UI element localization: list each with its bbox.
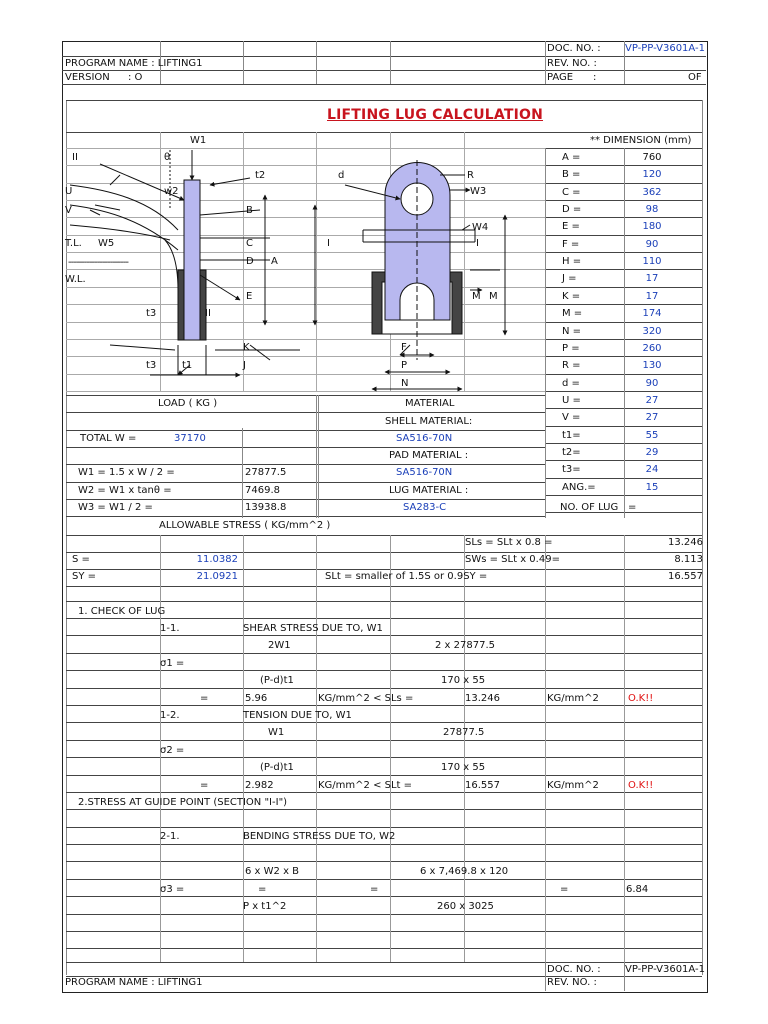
dimension-value: 90 [645,238,659,250]
label-dashes: ----------------------- [68,257,128,268]
dimension-label: R = [562,360,581,372]
lug-count-label: NO. OF LUG [560,502,619,513]
s21-equals-2: = [370,884,379,895]
pad-material-value: SA516-70N [396,467,453,478]
dimension-value: 27 [645,394,659,406]
s12-limit: 16.557 [465,780,500,791]
label-t1: t1 [182,360,193,371]
label-w3: W3 [470,186,487,197]
dimension-value: 362 [642,186,662,198]
s12-denominator-value: 170 x 55 [441,762,486,773]
label-w4: W4 [472,222,489,233]
dimension-label: U = [562,394,581,406]
dimension-value: 90 [645,377,659,389]
material-heading: MATERIAL [405,398,455,409]
s21-title: BENDING STRESS DUE TO, W2 [243,831,396,842]
dimension-label: D = [562,204,582,216]
label-theta: θ [164,152,171,163]
s12-ok: O.K!! [628,780,654,791]
s21-denominator: P x t1^2 [243,901,287,912]
label-d-dim: D [246,256,254,267]
doc-no-label: DOC. NO. : [547,43,601,54]
s21-equals-1: = [258,884,267,895]
slt-value: 16.557 [668,571,703,582]
s11-equals: = [200,693,209,704]
s12-title: TENSION DUE TO, W1 [243,710,352,721]
sws-value: 8.113 [674,554,703,565]
slt-label: SLt = smaller of 1.5S or 0.9SY = [325,571,488,582]
w3-value: 13938.8 [245,502,287,513]
sws-label: SWs = SLt x 0.49= [465,554,560,565]
footer-doc-no-label: DOC. NO. : [547,964,601,975]
label-d-hole: d [338,170,345,181]
dimension-label: t2= [562,446,581,458]
w1-label: W1 = 1.5 x W / 2 = [78,467,175,478]
s11-denominator-value: 170 x 55 [441,675,486,686]
dimension-label: N = [562,325,582,337]
dimension-label: ANG.= [562,481,596,493]
label-i-right: I [476,238,479,249]
page-of: OF [688,72,702,83]
shell-material-label: SHELL MATERIAL: [385,416,473,427]
dimension-label: t3= [562,464,581,476]
dimension-label: E = [562,221,580,233]
pad-left [178,270,184,340]
s21-result: 6.84 [626,884,649,895]
s11-title: SHEAR STRESS DUE TO, W1 [243,623,383,634]
dimension-value: 760 [642,152,662,163]
total-w-label: TOTAL W = [80,433,137,444]
s11-sigma: σ1 = [160,658,185,669]
s12-sigma: σ2 = [160,745,185,756]
sy-value: 21.0921 [196,571,238,582]
label-u: U [65,186,73,197]
label-n: N [401,378,409,389]
s-label: S = [72,554,90,565]
s11-denominator: (P-d)t1 [260,675,294,686]
label-k: K [243,342,250,353]
dimension-label: V = [562,412,581,424]
sy-label: SY = [72,571,97,582]
footer-rev-no-label: REV. NO. : [547,977,597,988]
lug-material-label: LUG MATERIAL : [389,485,469,496]
footer-program-name: PROGRAM NAME : LIFTING1 [65,977,203,988]
lug-count-eq: = [628,502,637,513]
w2-label: W2 = W1 x tanθ = [78,485,172,496]
dimension-value: 29 [645,446,659,458]
s11-ok: O.K!! [628,693,654,704]
page-colon: : [593,72,597,83]
s12-equals: = [200,780,209,791]
total-w-value: 37170 [174,433,206,444]
label-p: P [401,360,408,371]
dimension-label: M = [562,308,583,320]
guide-heading: 2.STRESS AT GUIDE POINT (SECTION "I-I") [78,797,288,808]
s21-number: 2-1. [160,831,180,842]
label-j: J [243,360,246,371]
dimension-label: J = [562,273,577,285]
w3-label: W3 = W1 / 2 = [78,502,153,513]
allowable-heading: ALLOWABLE STRESS ( KG/mm^2 ) [159,520,331,531]
label-ii-bottom: II [205,308,211,319]
s12-numerator: W1 [268,727,285,738]
lug-plate-side [184,180,200,340]
sls-value: 13.246 [668,537,703,548]
dimension-label: A = [562,152,581,163]
dimension-value: 17 [645,290,659,302]
pad-material-label: PAD MATERIAL : [389,450,469,461]
s12-unit: KG/mm^2 [547,780,599,791]
label-c: C [246,238,253,249]
label-t2: t2 [255,170,266,181]
label-m-small: M [472,291,481,302]
label-ii-top: II [72,152,78,163]
dimension-value: 130 [642,360,662,372]
label-m: M [489,291,498,302]
lug-material-value: SA283-C [403,502,447,513]
rev-no-label: REV. NO. : [547,58,597,69]
label-wl: W.L. [65,274,86,285]
load-heading: LOAD ( KG ) [158,398,218,409]
s21-numerator-value: 6 x 7,469.8 x 120 [420,866,509,877]
dimension-value: 174 [642,308,662,320]
label-a: A [271,256,278,267]
dimension-value: 260 [642,342,662,354]
pad-right [200,270,206,340]
dimension-heading: ** DIMENSION (mm) [590,135,692,146]
s12-result: 2.982 [245,780,274,791]
s11-numerator-value: 2 x 27877.5 [435,640,495,651]
s-value: 11.0382 [196,554,238,565]
label-t3-lower: t3 [146,360,157,371]
dimension-value: 27 [645,412,659,424]
dimension-label: K = [562,290,581,302]
s11-result: 5.96 [245,693,268,704]
label-t3-upper: t3 [146,308,157,319]
s12-number: 1-2. [160,710,180,721]
label-w5: W5 [98,238,115,249]
label-r: R [467,170,474,181]
label-v: V [65,205,72,216]
dimension-value: 120 [642,169,662,181]
version-label: VERSION [65,72,110,83]
dimension-value: 15 [645,481,659,493]
footer-doc-no: VP-PP-V3601A-1 [625,964,706,975]
check-heading: 1. CHECK OF LUG [78,606,166,617]
dimension-value: 110 [642,256,662,268]
dimension-label: C = [562,186,581,198]
s12-numerator-value: 27877.5 [443,727,485,738]
label-tl: T.L. [65,238,82,249]
s12-denominator: (P-d)t1 [260,762,294,773]
dimension-value: 180 [642,221,662,233]
label-e: E [246,291,253,302]
dimension-label: B = [562,169,581,181]
label-f: F [401,342,407,353]
dimension-label: P = [562,342,580,354]
s11-compare: KG/mm^2 < SLs = [318,693,414,704]
label-w1: W1 [190,135,207,146]
s21-numerator: 6 x W2 x B [245,866,300,877]
dimension-value: 320 [642,325,662,337]
label-i-left: I [327,238,330,249]
s12-compare: KG/mm^2 < SLt = [318,780,413,791]
version-value: : O [128,72,143,83]
shell-material-value: SA516-70N [396,433,453,444]
dimension-value: 24 [645,464,659,476]
dimension-label: H = [562,256,582,268]
program-name: PROGRAM NAME : LIFTING1 [65,58,203,69]
s11-number: 1-1. [160,623,180,634]
dimension-value: 17 [645,273,659,285]
w2-value: 7469.8 [245,485,280,496]
dimension-value: 55 [645,429,659,441]
s21-denominator-value: 260 x 3025 [437,901,494,912]
sls-label: SLs = SLt x 0.8 = [465,537,553,548]
s21-sigma: σ3 = [160,884,185,895]
label-w2: w2 [164,186,179,197]
page-label: PAGE [547,72,574,83]
s11-limit: 13.246 [465,693,500,704]
label-b: B [246,205,253,216]
s11-numerator: 2W1 [268,640,291,651]
dimension-label: d = [562,377,580,389]
s21-equals-3: = [560,884,569,895]
doc-no-value: VP-PP-V3601A-1 [625,43,706,54]
page-title: LIFTING LUG CALCULATION [327,107,544,123]
dimension-label: t1= [562,429,581,441]
s11-unit: KG/mm^2 [547,693,599,704]
dimension-label: F = [562,238,580,250]
dimension-value: 98 [645,204,659,216]
w1-value: 27877.5 [245,467,287,478]
